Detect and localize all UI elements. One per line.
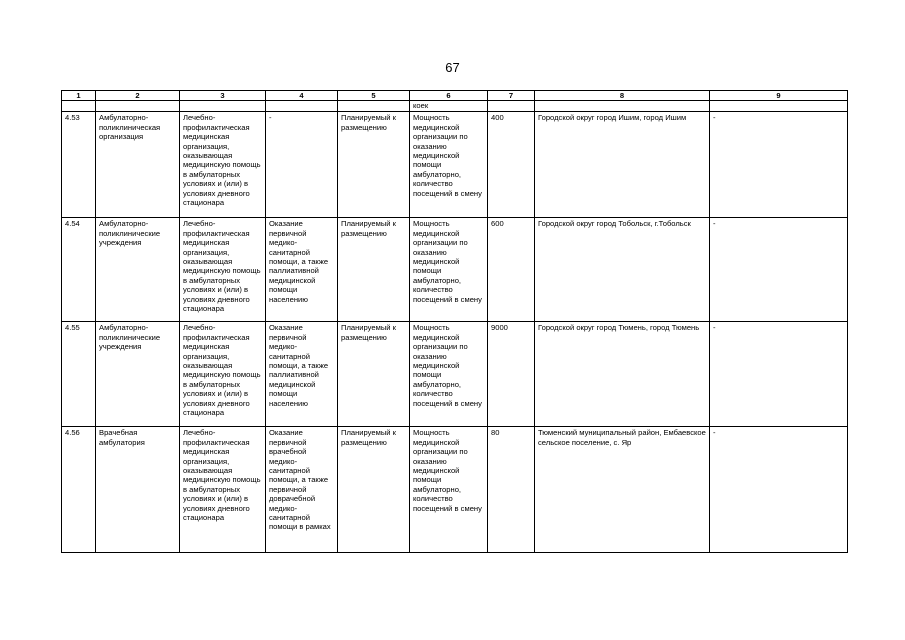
header-cell: 6 — [410, 91, 488, 101]
object-name: Амбулаторно-поликлинические учреждения — [96, 218, 180, 322]
object-location: Городской округ город Тобольск, г.Тобольск — [535, 218, 710, 322]
table-cell — [96, 101, 180, 112]
header-cell: 5 — [338, 91, 410, 101]
row-number: 4.54 — [62, 218, 96, 322]
row-number: 4.55 — [62, 322, 96, 427]
table-cell — [266, 101, 338, 112]
table-row — [62, 427, 848, 553]
header-cell: 8 — [535, 91, 710, 101]
table-cell: коек — [410, 101, 488, 112]
row-number: 4.53 — [62, 112, 96, 218]
header-cell: 9 — [710, 91, 848, 101]
page-number: 67 — [445, 60, 460, 75]
object-name: Амбулаторно-поликлиническая организация — [96, 112, 180, 218]
header-cell: 7 — [488, 91, 535, 101]
table-cell — [710, 101, 848, 112]
table-cell — [180, 101, 266, 112]
object-parameter: Мощность медицинской организации по оказанию медицинской помощи амбулаторно, количество посещений в смену — [410, 112, 488, 218]
object-location: Городской округ город Ишим, город Ишим — [535, 112, 710, 218]
object-purpose: - — [266, 112, 338, 218]
table-row — [62, 322, 848, 427]
object-status: Планируемый к размещению — [338, 112, 410, 218]
table-row — [62, 218, 848, 322]
object-value: 600 — [488, 218, 535, 322]
table-cell — [535, 101, 710, 112]
object-value: 400 — [488, 112, 535, 218]
object-value: 9000 — [488, 322, 535, 427]
object-zone: - — [710, 427, 848, 553]
table-row — [62, 112, 848, 218]
objects-table — [61, 90, 848, 553]
object-purpose: Оказание первичной медико-санитарной помощи, а также паллиативной медицинской помощи населению — [266, 322, 338, 427]
object-value: 80 — [488, 427, 535, 553]
object-status: Планируемый к размещению — [338, 218, 410, 322]
object-zone: - — [710, 112, 848, 218]
table-cell — [62, 101, 96, 112]
object-parameter: Мощность медицинской организации по оказанию медицинской помощи амбулаторно, количество посещений в смену — [410, 427, 488, 553]
object-purpose: Оказание первичной врачебной медико-санитарной помощи, а также первичной доврачебной медико-санитарной помощи в рамках — [266, 427, 338, 553]
row-number: 4.56 — [62, 427, 96, 553]
object-location: Тюменский муниципальный район, Ембаевское сельское поселение, с. Яр — [535, 427, 710, 553]
header-row — [62, 91, 848, 101]
object-type: Лечебно-профилактическая медицинская организация, оказывающая медицинскую помощь в амбулаторных условиях и (или) в условиях дневного стационара — [180, 427, 266, 553]
object-status: Планируемый к размещению — [338, 322, 410, 427]
object-type: Лечебно-профилактическая медицинская организация, оказывающая медицинскую помощь в амбулаторных условиях и (или) в условиях дневного стационара — [180, 218, 266, 322]
object-zone: - — [710, 218, 848, 322]
object-type: Лечебно-профилактическая медицинская организация, оказывающая медицинскую помощь в амбулаторных условиях и (или) в условиях дневного стационара — [180, 112, 266, 218]
object-status: Планируемый к размещению — [338, 427, 410, 553]
header-cell: 2 — [96, 91, 180, 101]
header-cell: 1 — [62, 91, 96, 101]
continuation-row — [62, 101, 848, 112]
object-parameter: Мощность медицинской организации по оказанию медицинской помощи амбулаторно, количество посещений в смену — [410, 218, 488, 322]
object-zone: - — [710, 322, 848, 427]
header-cell: 4 — [266, 91, 338, 101]
table-cell — [338, 101, 410, 112]
object-purpose: Оказание первичной медико-санитарной помощи, а также паллиативной медицинской помощи населению — [266, 218, 338, 322]
header-cell: 3 — [180, 91, 266, 101]
object-parameter: Мощность медицинской организации по оказанию медицинской помощи амбулаторно, количество посещений в смену — [410, 322, 488, 427]
object-name: Врачебная амбулатория — [96, 427, 180, 553]
object-name: Амбулаторно-поликлинические учреждения — [96, 322, 180, 427]
object-type: Лечебно-профилактическая медицинская организация, оказывающая медицинскую помощь в амбулаторных условиях и (или) в условиях дневного стационара — [180, 322, 266, 427]
table-cell — [488, 101, 535, 112]
object-location: Городской округ город Тюмень, город Тюмень — [535, 322, 710, 427]
